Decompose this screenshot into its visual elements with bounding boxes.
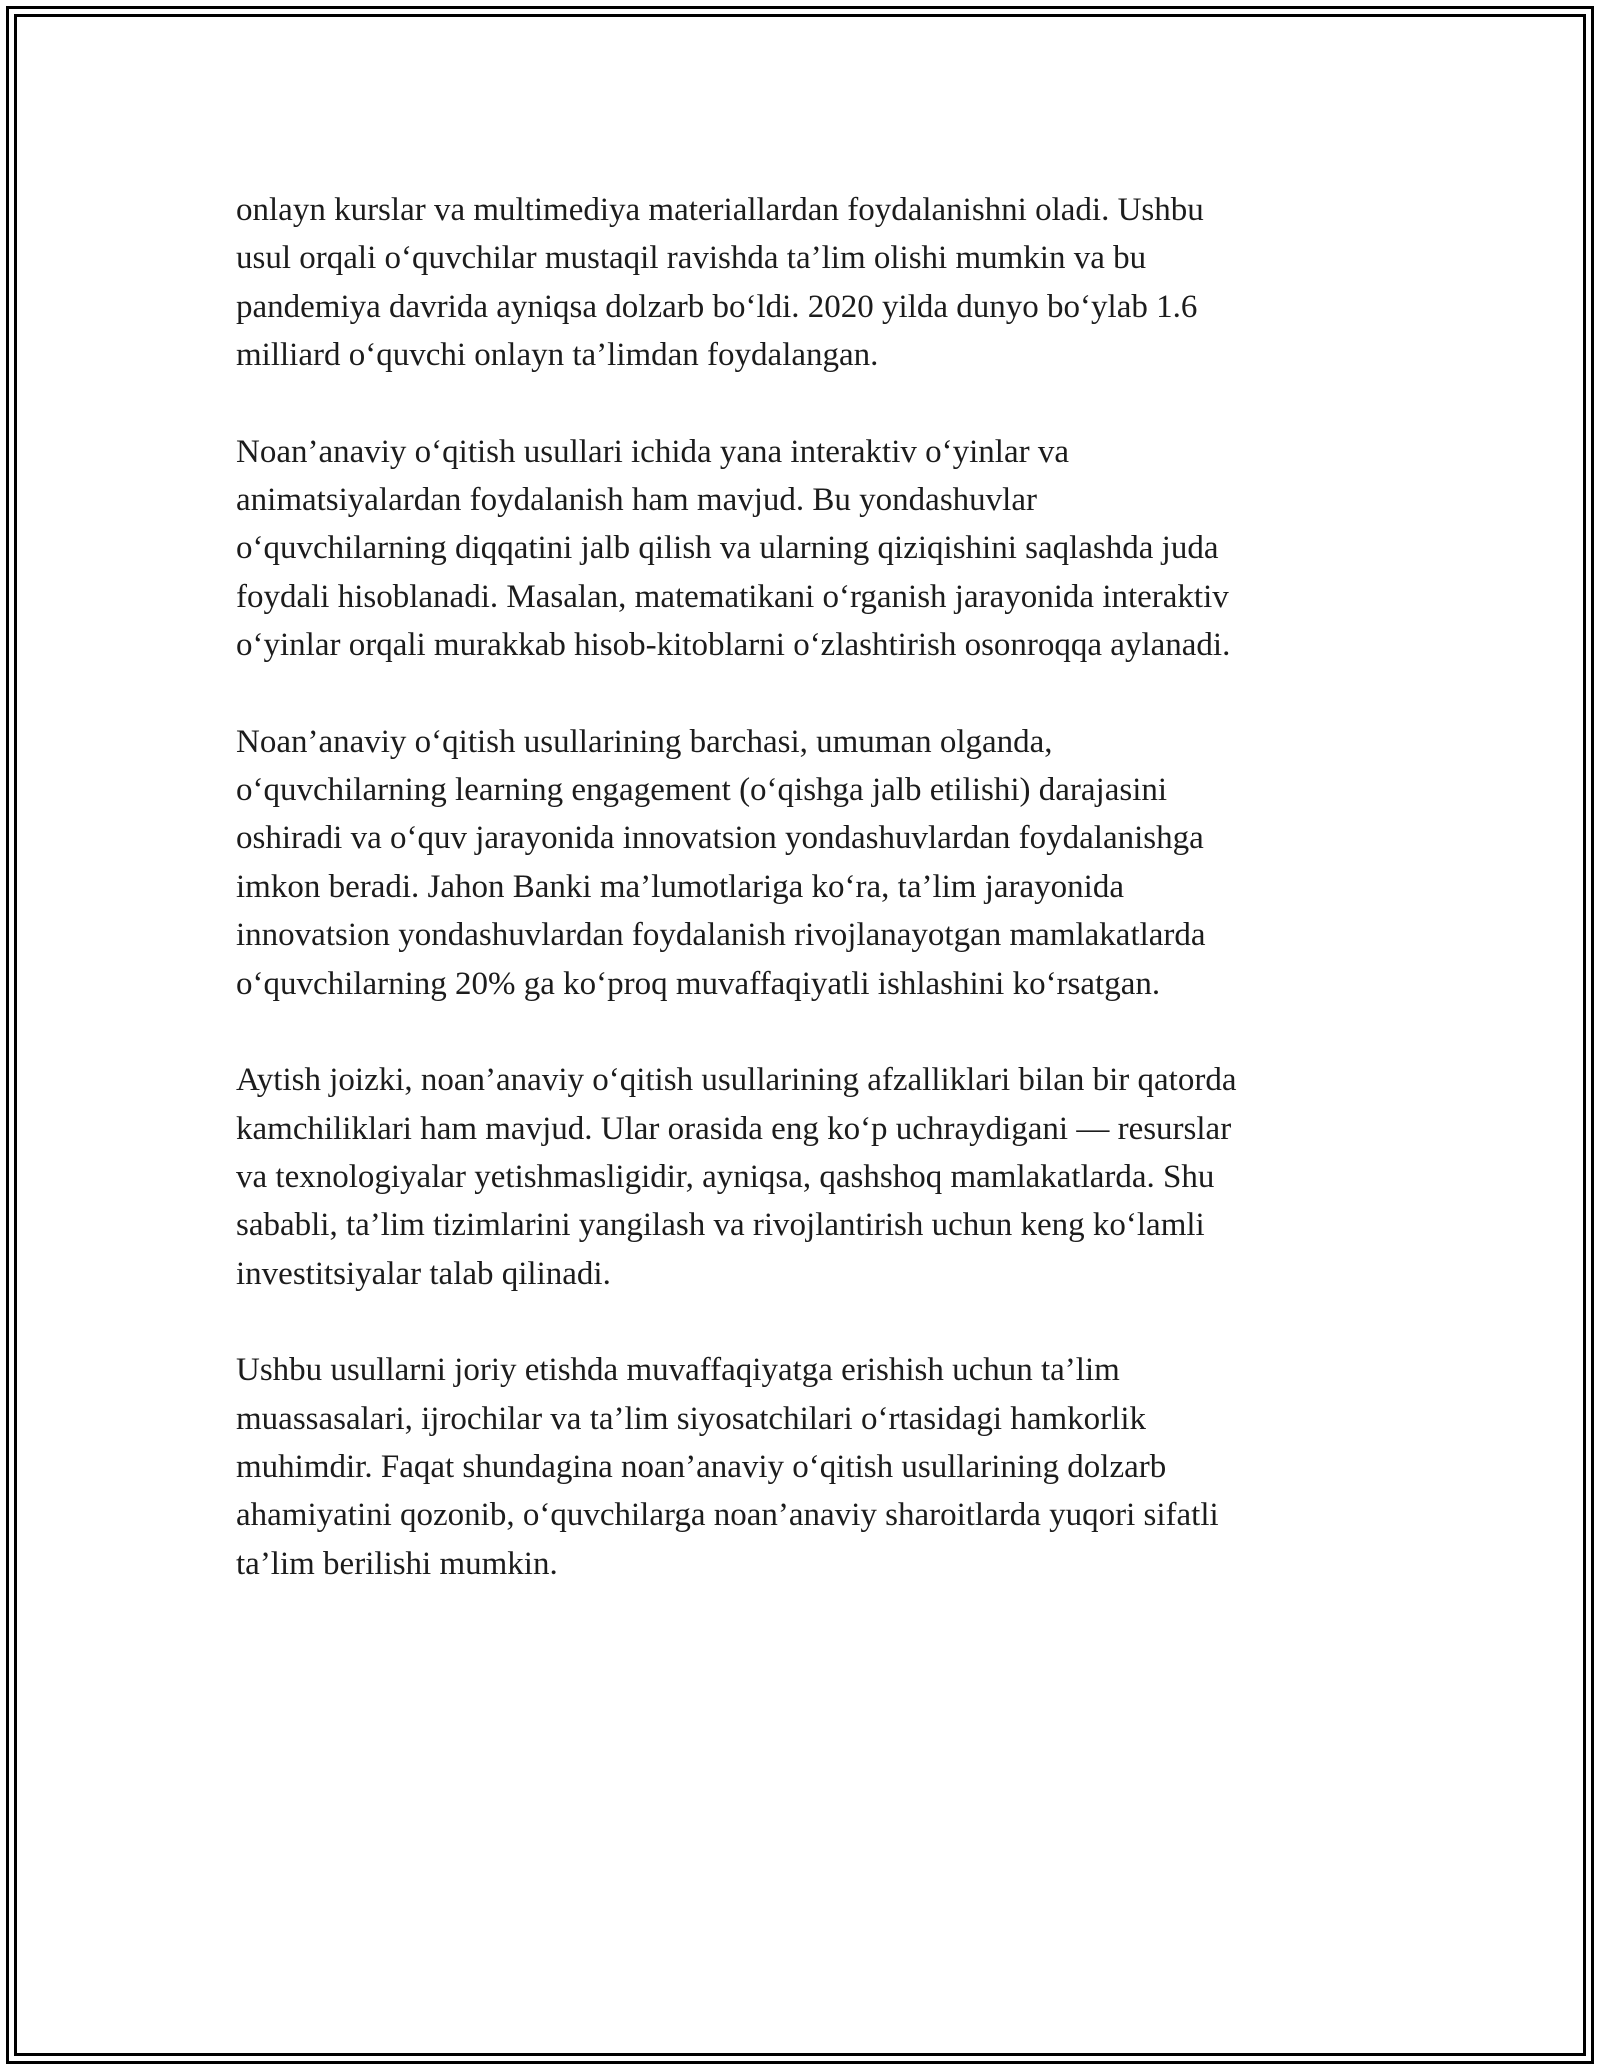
document-body	[236, 186, 1366, 1588]
paragraph-learning-engagement: Noan’anaviy o‘qitish usullarining barchasi, umuman olganda, o‘quvchilarning learning engagement (o‘qishga jalb etilishi) darajasini oshiradi va o‘quv jarayonida innovatsion yondashuvlardan foydalanishga imkon beradi. Jahon Banki ma’lumotlariga ko‘ra, ta’lim jarayonida innovatsion yondashuvlardan foydalanish rivojlanayotgan mamlakatlarda o‘quvchilarning 20% ga ko‘proq muvaffaqiyatli ishlashini ko‘rsatgan.	[236, 723, 1206, 1002]
paragraph-online-learning: onlayn kurslar va multimediya materiallardan foydalanishni oladi. Ushbu usul orqali o‘quvchilar mustaqil ravishda ta’lim olishi mumkin va bu pandemiya davrida ayniqsa dolzarb bo‘ldi. 2020 yilda dunyo bo‘ylab 1.6 milliard o‘quvchi onlayn ta’limdan foydalangan.	[236, 192, 1204, 374]
paragraph-drawbacks: Aytish joizki, noan’anaviy o‘qitish usullarining afzalliklari bilan bir qatorda kamchiliklari ham mavjud. Ular orasida eng ko‘p uchraydigani — resurslar va texnologiyalar yetishmasligidir, ayniqsa, qashshoq mamlakatlarda. Shu sababli, ta’lim tizimlarini yangilash va rivojlantirish uchun keng ko‘lamli investitsiyalar talab qilinadi.	[236, 1062, 1237, 1292]
paragraph-interactive-games: Noan’anaviy o‘qitish usullari ichida yana interaktiv o‘yinlar va animatsiyalardan foydalanish ham mavjud. Bu yondashuvlar o‘quvchilarning diqqatini jalb qilish va ularning qiziqishini saqlashda juda foydali hisoblanadi. Masalan, matematikani o‘rganish jarayonida interaktiv o‘yinlar orqali murakkab hisob-kitoblarni o‘zlashtirish osonroqqa aylanadi.	[236, 433, 1231, 664]
paragraph-cooperation: Ushbu usullarni joriy etishda muvaffaqiyatga erishish uchun ta’lim muassasalari, ijrochilar va ta’lim siyosatchilari o‘rtasidagi hamkorlik muhimdir. Faqat shundagina noan’anaviy o‘qitish usullarining dolzarb ahamiyatini qozonib, o‘quvchilarga noan’anaviy sharoitlarda yuqori sifatli ta’lim berilishi mumkin.	[236, 1352, 1219, 1582]
